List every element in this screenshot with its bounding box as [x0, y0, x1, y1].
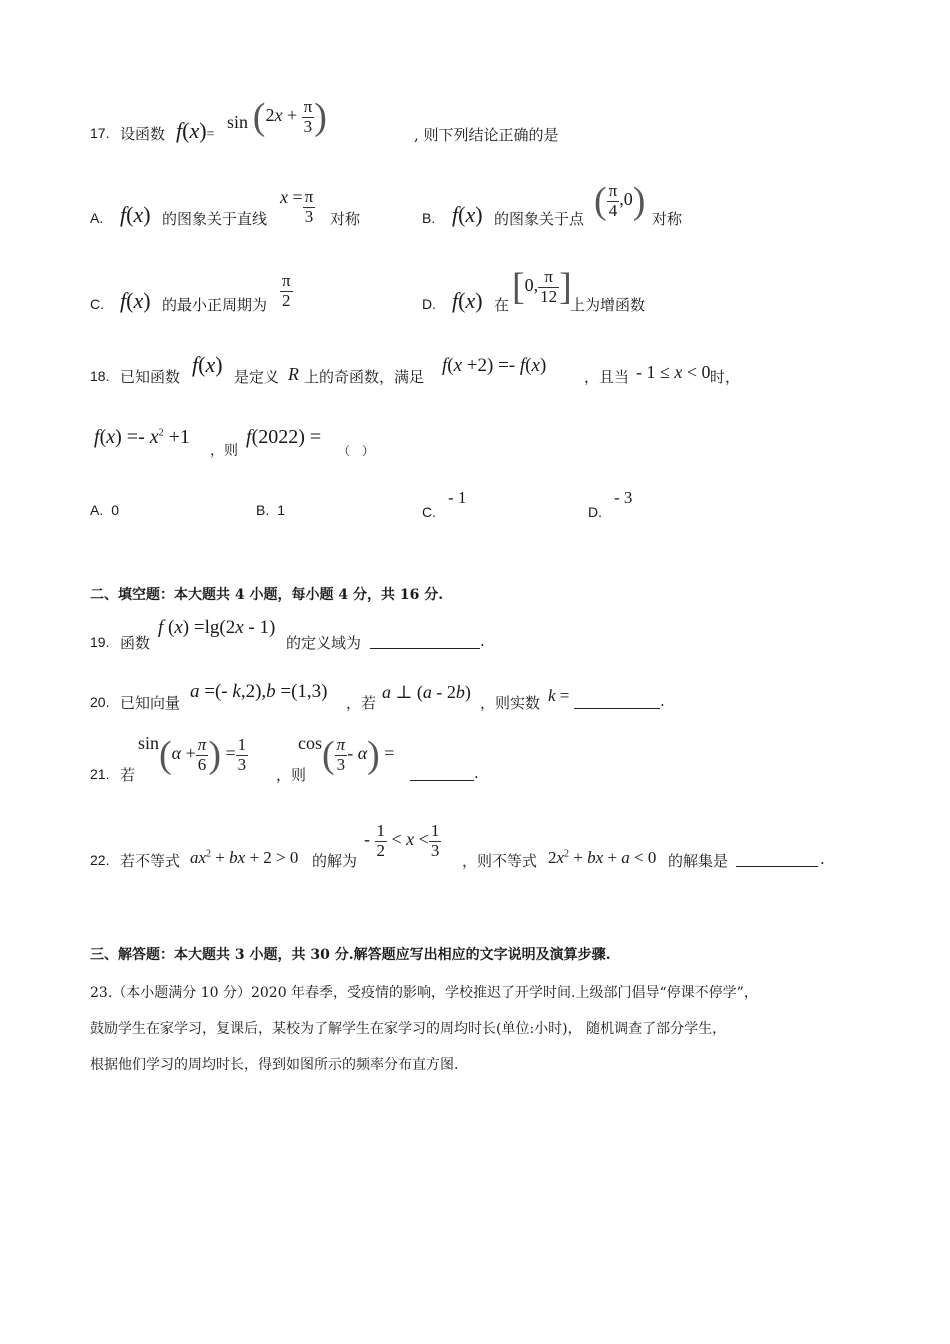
option-text: 对称: [330, 210, 361, 228]
option-text: 的图象关于点: [494, 210, 585, 228]
question-stem: ，若: [346, 694, 377, 712]
function-fx: f(x): [192, 352, 223, 377]
sine-expression: sin (2x + $\frac{\pi}{3}$ ): [227, 96, 327, 139]
answer-blank[interactable]: [370, 634, 480, 649]
option-c[interactable]: [422, 488, 467, 520]
option-d[interactable]: [588, 488, 633, 520]
question-stem: 设函数: [120, 125, 166, 143]
function-fx: f(x): [452, 202, 483, 227]
math-expression: x = $\frac{\pi}{3}$: [280, 187, 314, 226]
question-22: [90, 822, 850, 878]
option-text: 上为增函数: [570, 296, 646, 314]
question-stem-tail: , 则下列结论正确的是: [414, 126, 559, 144]
question-stem: 是定义: [234, 368, 280, 386]
answer-paren: （ ）: [338, 444, 375, 458]
function-fx: f(x): [452, 288, 483, 313]
solution-interval: - $\frac{1}{2}$ < x < $\frac{1}{3}$: [364, 821, 440, 860]
question-stem: 上的奇函数，满足: [304, 368, 425, 386]
question-stem: 函数: [120, 634, 151, 652]
vector-expression: a =(- k,2),b =(1,3): [190, 681, 328, 702]
question-23-line: 根据他们学习的周均时长，得到如图所示的频率分布直方图.: [90, 1057, 459, 1073]
question-18-options: [90, 488, 790, 528]
math-expression: $\frac{\pi}{2}$: [282, 271, 291, 310]
question-23-line: 鼓励学生在家学习，复课后，某校为了解学生在家学习的周均时长(单位:小时)， 随机调查了部分学生，: [90, 1021, 727, 1037]
option-text: 对称: [652, 210, 683, 228]
variable-k: k =: [548, 686, 570, 705]
question-stem: 的解集是: [668, 852, 729, 870]
function-expression: f (x) =lg(2x - 1): [158, 617, 276, 638]
question-stem: ，则: [276, 766, 307, 784]
answer-blank[interactable]: [574, 694, 660, 709]
end-mark: .: [474, 764, 479, 782]
option-label: A.: [90, 502, 104, 518]
end-mark: .: [660, 692, 665, 710]
question-number: 18.: [90, 368, 110, 384]
perpendicular-expression: a ⊥ (a - 2b): [382, 682, 471, 702]
option-a[interactable]: [90, 502, 119, 518]
section-heading: 三、解答题：本大题共 3 小题，共 30 分.解答题应写出相应的文字说明及演算步骤.: [90, 947, 611, 963]
option-value: 0: [111, 502, 120, 518]
end-mark: .: [480, 632, 485, 650]
question-stem: ，则: [210, 443, 238, 459]
question-number: 19.: [90, 634, 110, 650]
math-expression: ( $\frac{\pi}{4}$ ,0): [594, 180, 646, 223]
inequality-expression: $2x^2$ + bx + a < 0: [548, 848, 657, 867]
section-heading: 二、填空题：本大题共 4 小题，每小题 4 分，共 16 分.: [90, 587, 444, 603]
question-stem: 已知向量: [120, 694, 181, 712]
question-23-line: 23.（本小题满分 10 分）2020 年春季，受疫情的影响，学校推迟了开学时间.上级部门倡导“停课不停学”，: [90, 985, 758, 1001]
question-21: [90, 733, 590, 792]
option-value: 1: [277, 502, 286, 518]
option-value: - 3: [614, 488, 633, 507]
question-number: 20.: [90, 694, 110, 710]
inequality: - 1 ≤ x < 0: [636, 362, 711, 382]
set-r: R: [288, 364, 299, 384]
question-20: [90, 674, 690, 714]
option-label: C.: [90, 296, 104, 312]
question-number: 21.: [90, 766, 110, 782]
function-fx: f(x)=: [176, 118, 215, 143]
option-text: 的图象关于直线: [162, 210, 268, 228]
question-19: [90, 614, 590, 654]
answer-blank[interactable]: [410, 766, 474, 781]
math-expression: [0, $\frac{\pi}{12}$ ]: [512, 266, 572, 309]
question-number: 22.: [90, 852, 110, 868]
function-fx: f(x): [120, 202, 151, 227]
question-stem: 的定义域为: [286, 634, 362, 652]
inequality-expression: $ax^2$ + bx + 2 > 0: [190, 848, 299, 867]
cosine-expression: cos( $\frac{\pi}{3}$ - α) =: [298, 733, 395, 777]
option-label: B.: [256, 502, 270, 518]
answer-blank[interactable]: [736, 852, 818, 867]
question-stem: ，则实数: [480, 694, 541, 712]
option-b[interactable]: [256, 502, 285, 518]
question-stem: ，且当: [584, 368, 630, 386]
question-stem: 的解为: [312, 852, 358, 870]
option-label: D.: [588, 504, 602, 520]
sine-expression: sin(α + $\frac{\pi}{6}$ ) = $\frac{1}{3}$: [138, 733, 247, 777]
end-mark: .: [820, 850, 825, 868]
question-stem: ，则不等式: [462, 852, 538, 870]
question-stem: 时，: [710, 368, 741, 386]
function-value: f(2022) =: [246, 426, 322, 448]
option-label: C.: [422, 504, 436, 520]
function-fx: f(x): [120, 288, 151, 313]
option-value: - 1: [448, 488, 467, 507]
option-label: B.: [422, 210, 436, 226]
option-text: 的最小正周期为: [162, 296, 268, 314]
question-stem: 若不等式: [120, 852, 181, 870]
functional-equation: f(x +2) =- f(x): [442, 355, 547, 376]
function-definition: $f(x) =- x^2 +1$: [94, 426, 190, 448]
question-number: 17.: [90, 125, 110, 141]
option-label: A.: [90, 210, 104, 226]
question-stem: 已知函数: [120, 368, 181, 386]
option-label: D.: [422, 296, 436, 312]
question-stem: 若: [120, 766, 136, 784]
option-text: 在: [494, 296, 510, 314]
